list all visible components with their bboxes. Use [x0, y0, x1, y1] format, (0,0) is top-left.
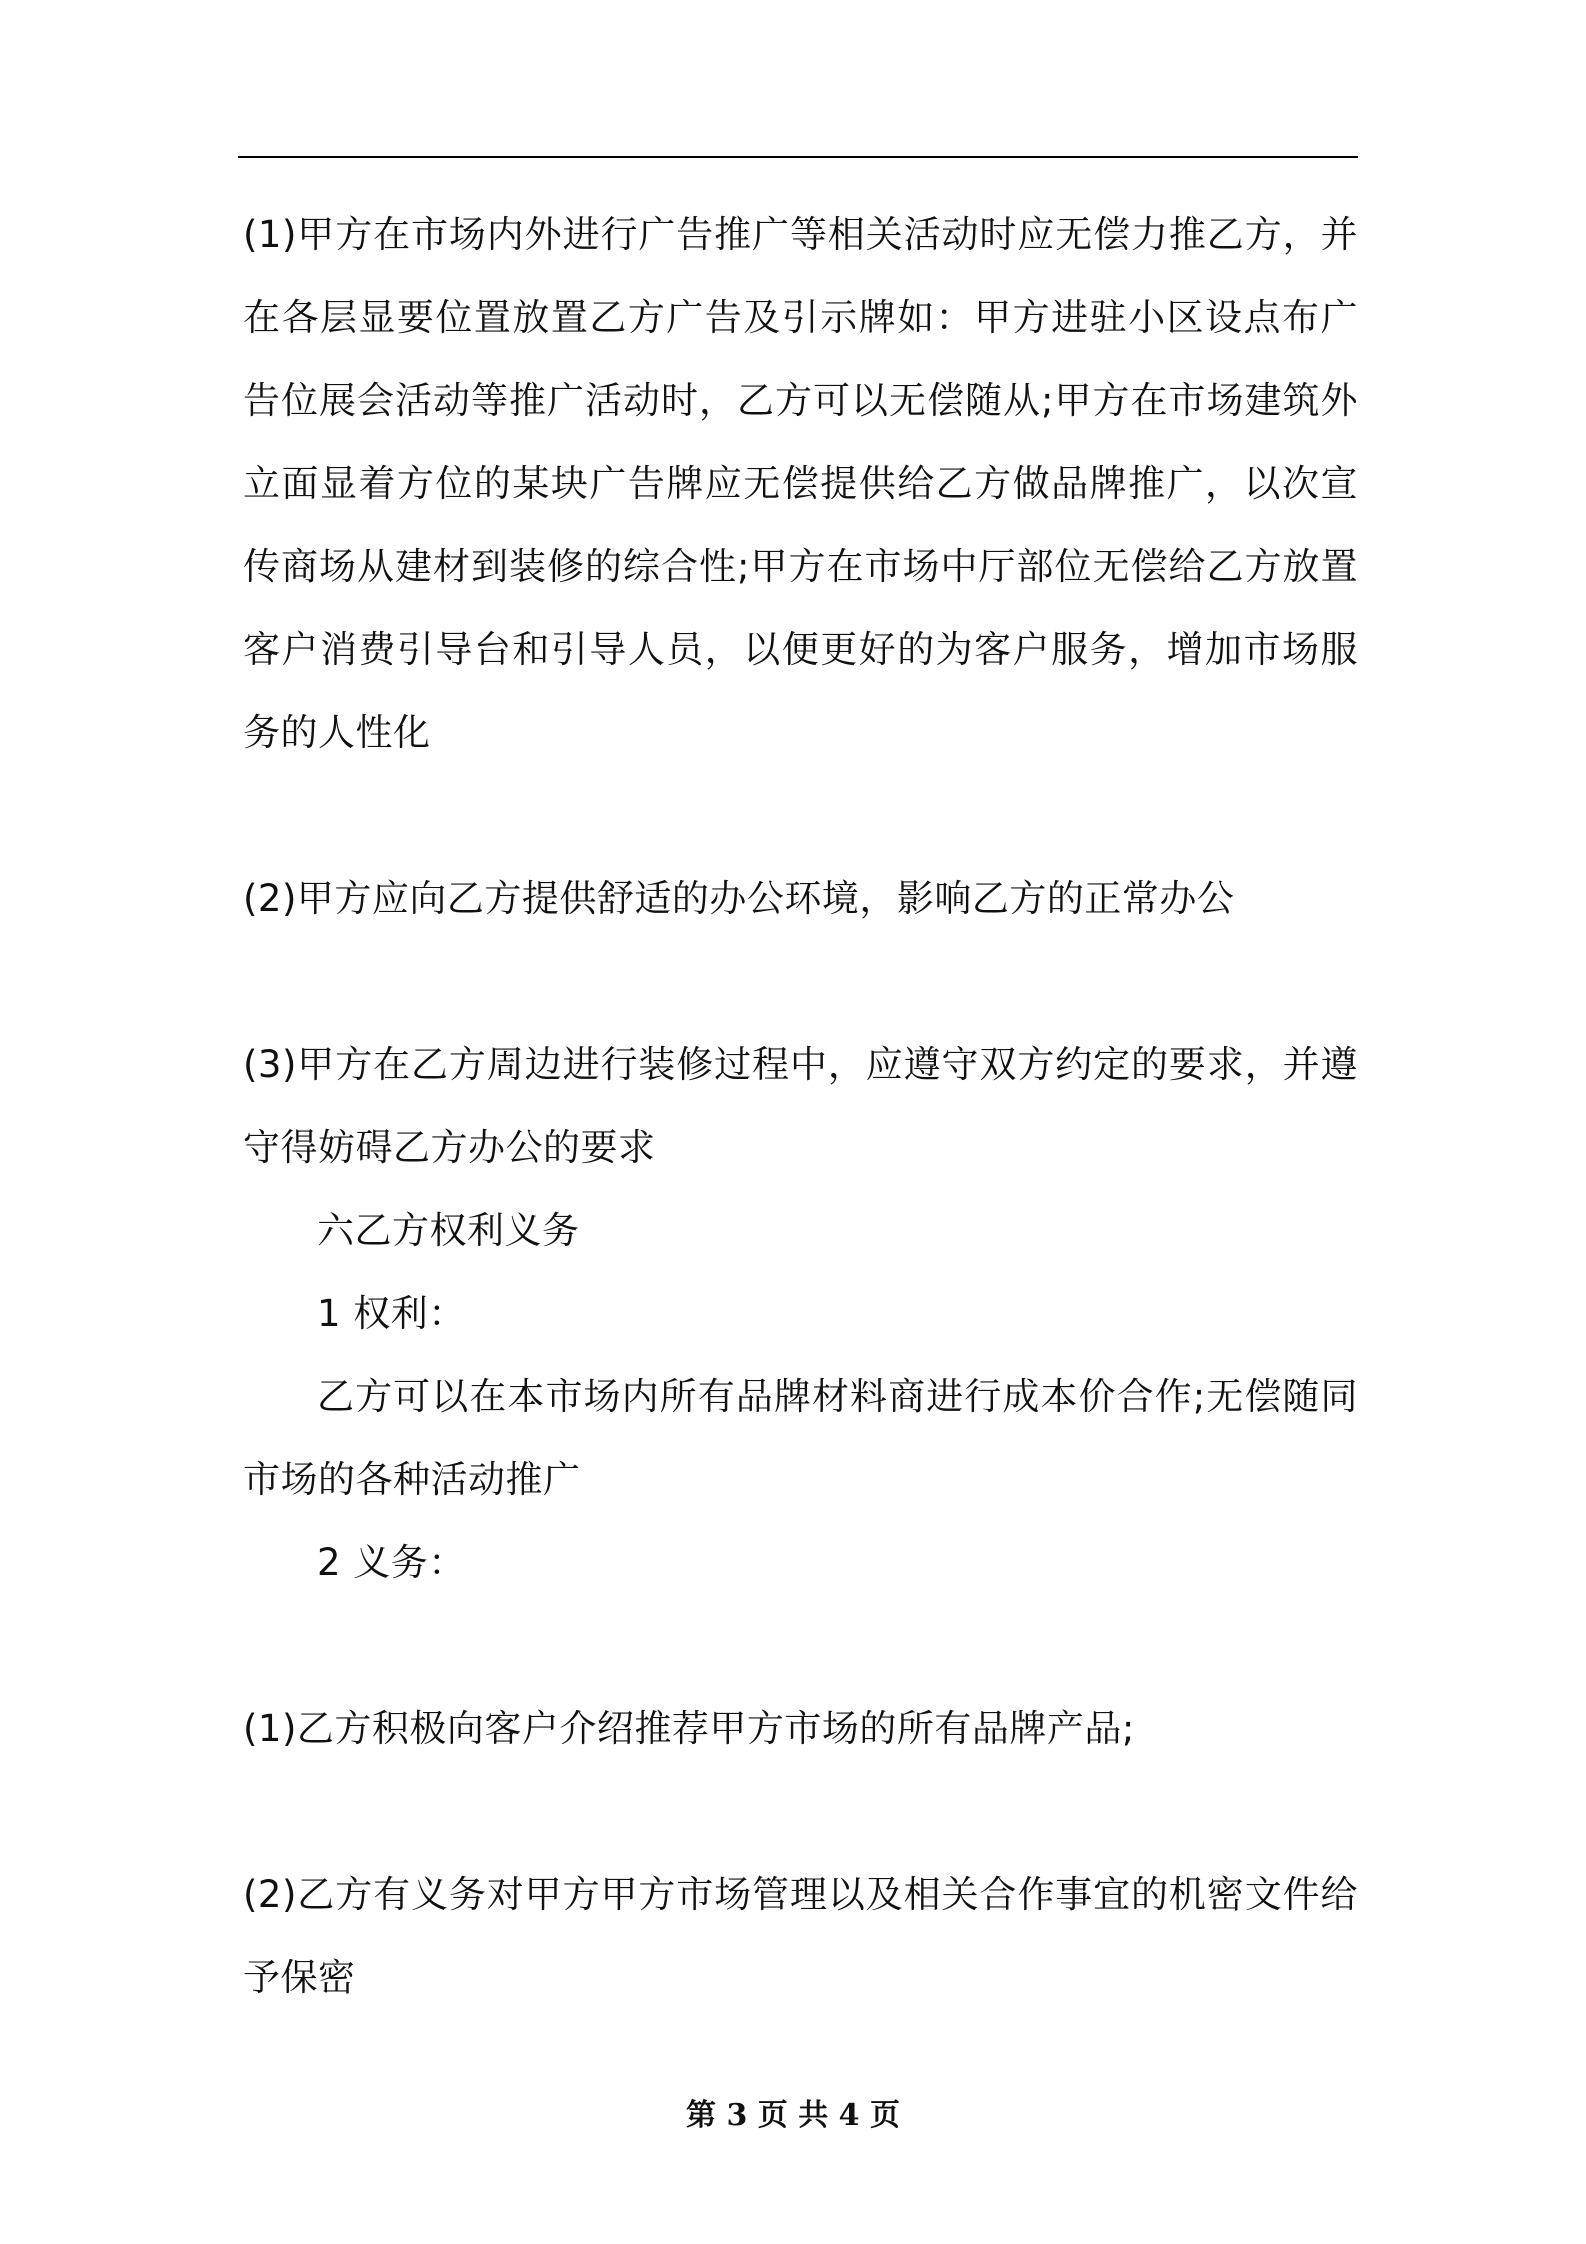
paragraph-gap [243, 774, 1358, 857]
obligation-2-paragraph: (2)乙方有义务对甲方甲方市场管理以及相关合作事宜的机密文件给予保密 [243, 1873, 1358, 1999]
paragraph-gap [243, 1770, 1358, 1853]
clause-2-paragraph: (2)甲方应向乙方提供舒适的办公环境，影响乙方的正常办公 [243, 877, 1235, 920]
page-footer: 第 3 页 共 4 页 [686, 2098, 900, 2133]
paragraph-gap [243, 940, 1358, 1023]
obligation-1-paragraph: (1)乙方积极向客户介绍推荐甲方市场的所有品牌产品; [243, 1707, 1135, 1750]
obligations-heading: 2 义务： [317, 1541, 466, 1584]
header-rule [238, 156, 1358, 158]
document-body [243, 193, 1358, 2019]
rights-heading: 1 权利： [317, 1292, 466, 1335]
paragraph-gap [243, 1604, 1358, 1687]
rights-paragraph: 乙方可以在本市场内所有品牌材料商进行成本价合作;无偿随同市场的各种活动推广 [243, 1375, 1358, 1501]
section-heading: 六乙方权利义务 [317, 1209, 580, 1252]
clause-1-paragraph: (1)甲方在市场内外进行广告推广等相关活动时应无偿力推乙方，并在各层显要位置放置乙方广告及引示牌如：甲方进驻小区设点布广告位展会活动等推广活动时，乙方可以无偿随从;甲方在市场建筑外立面显着方位的某块广告牌应无偿提供给乙方做品牌推广，以次宣传商场从建材到装修的综合性;甲方在市场中厅部位无偿给乙方放置客户消费引导台和引导人员，以便更好的为客户服务，增加市场服务的人性化 [243, 213, 1358, 754]
clause-3-paragraph: (3)甲方在乙方周边进行装修过程中，应遵守双方约定的要求，并遵守得妨碍乙方办公的要求 [243, 1043, 1358, 1169]
